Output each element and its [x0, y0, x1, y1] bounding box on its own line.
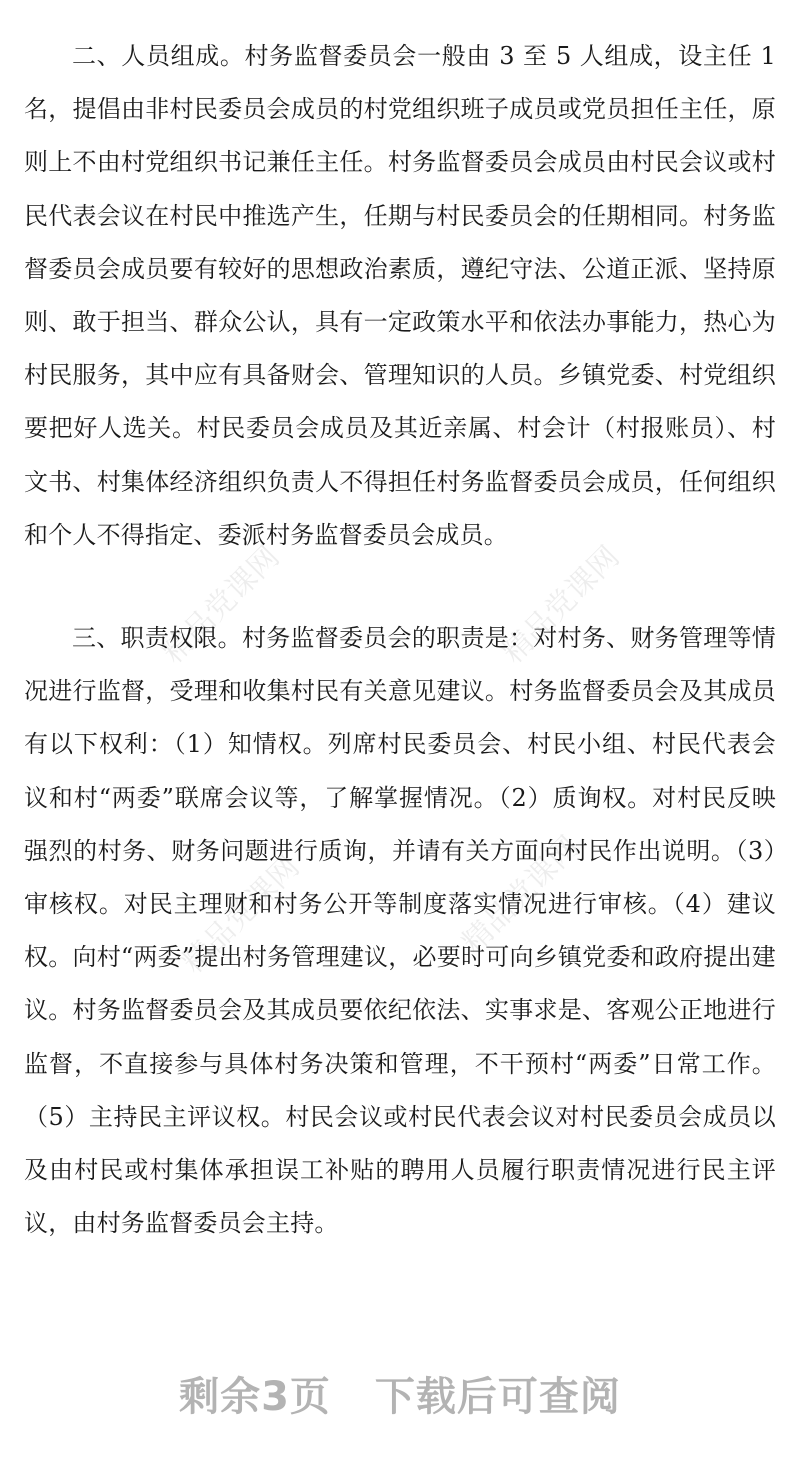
- watermark: 精品党课网: [455, 829, 587, 961]
- watermark: 精品党课网: [155, 539, 287, 671]
- download-to-view-text: 下载后可查阅: [374, 1374, 621, 1420]
- watermark: 精品党课网: [175, 849, 307, 981]
- remaining-pages-text: 剩余3页: [179, 1374, 331, 1420]
- download-prompt-banner[interactable]: [0, 1365, 800, 1422]
- paragraph-duties: 三、职责权限。村务监督委员会的职责是：对村务、财务管理等情况进行监督，受理和收集村民有关意见建议。村务监督委员会及其成员有以下权利：（1）知情权。列席村民委员会、村民小组、村民代表会议和村“两委”联席会议等，了解掌握情况。（2）质询权。对村民反映强烈的村务、财务问题进行质询，并请有关方面向村民作出说明。（3）审核权。对民主理财和村务公开等制度落实情况进行审核。（4）建议权。向村“两委”提出村务管理建议，必要时可向乡镇党委和政府提出建议。村务监督委员会及其成员要依纪依法、实事求是、客观公正地进行监督，不直接参与具体村务决策和管理，不干预村“两委”日常工作。（5）主持民主评议权。村民会议或村民代表会议对村民委员会成员以及由村民或村集体承担误工补贴的聘用人员履行职责情况进行民主评议，由村务监督委员会主持。: [24, 624, 776, 1238]
- paragraph-personnel: 二、人员组成。村务监督委员会一般由 3 至 5 人组成，设主任 1 名，提倡由非村民委员会成员的村党组织班子成员或党员担任主任，原则上不由村党组织书记兼任主任。村务监督委员会成员由村民会议或村民代表会议在村民中推选产生，任期与村民委员会的任期相同。村务监督委员会成员要有较好的思想政治素质，遵纪守法、公道正派、坚持原则、敢于担当、群众公认，具有一定政策水平和依法办事能力，热心为村民服务，其中应有具备财会、管理知识的人员。乡镇党委、村党组织要把好人选关。村民委员会成员及其近亲属、村会计（村报账员）、村文书、村集体经济组织负责人不得担任村务监督委员会成员，任何组织和个人不得指定、委派村务监督委员会成员。: [24, 42, 776, 549]
- watermark: 精品党课网: [495, 539, 627, 671]
